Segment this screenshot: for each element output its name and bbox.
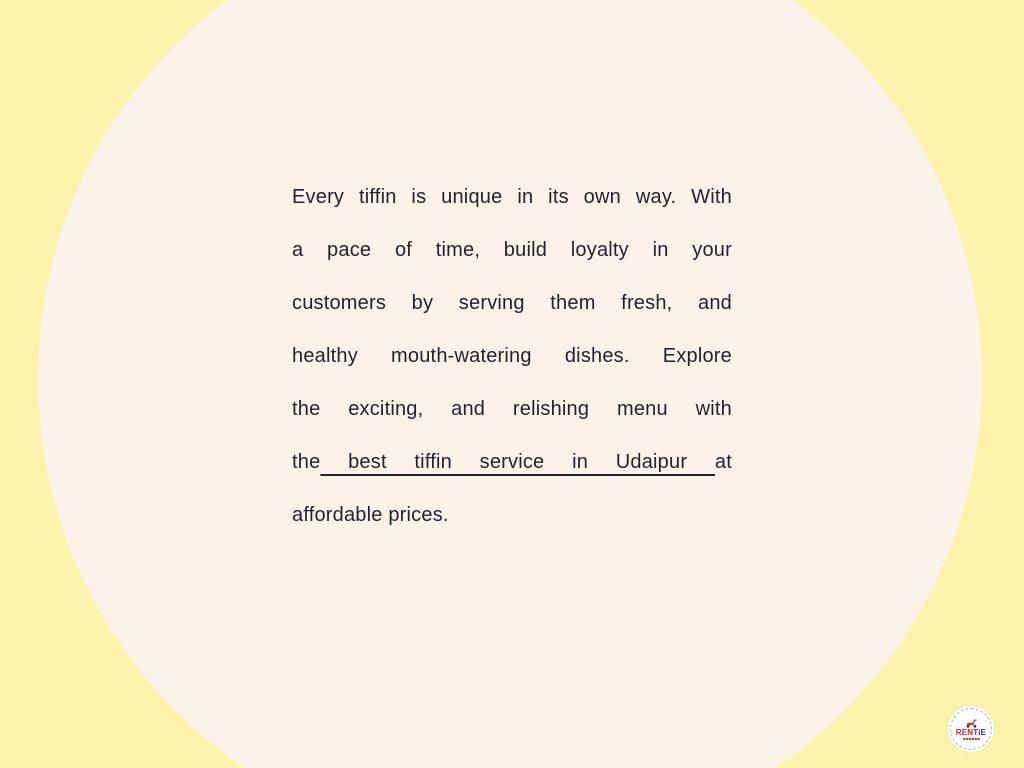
- paragraph-line: Every tiffin is unique in its own way. With: [292, 186, 732, 208]
- tiffin-service-link[interactable]: best tiffin service in Udaipur: [320, 451, 715, 473]
- paragraph-line: the exciting, and relishing menu with: [292, 398, 732, 420]
- rentie-logo-badge: [948, 706, 994, 752]
- paragraph-line: affordable prices.: [292, 504, 449, 526]
- logo-word-blue: iE: [978, 727, 987, 737]
- logo-content: [948, 706, 994, 752]
- paragraph-line: customers by serving them fresh, and: [292, 292, 732, 314]
- paragraph-line: a pace of time, build loyalty in your: [292, 239, 732, 261]
- logo-wordmark: [956, 729, 986, 737]
- logo-word-red: RENT: [955, 727, 979, 737]
- paragraph-block: [292, 171, 732, 542]
- line-text: the: [292, 451, 321, 473]
- logo-tagline-script: [963, 738, 980, 740]
- paragraph-line: healthy mouth-watering dishes. Explore: [292, 345, 732, 367]
- scooter-icon: [965, 719, 978, 728]
- paragraph-line-with-link: [292, 436, 732, 489]
- line-text: at: [714, 451, 732, 473]
